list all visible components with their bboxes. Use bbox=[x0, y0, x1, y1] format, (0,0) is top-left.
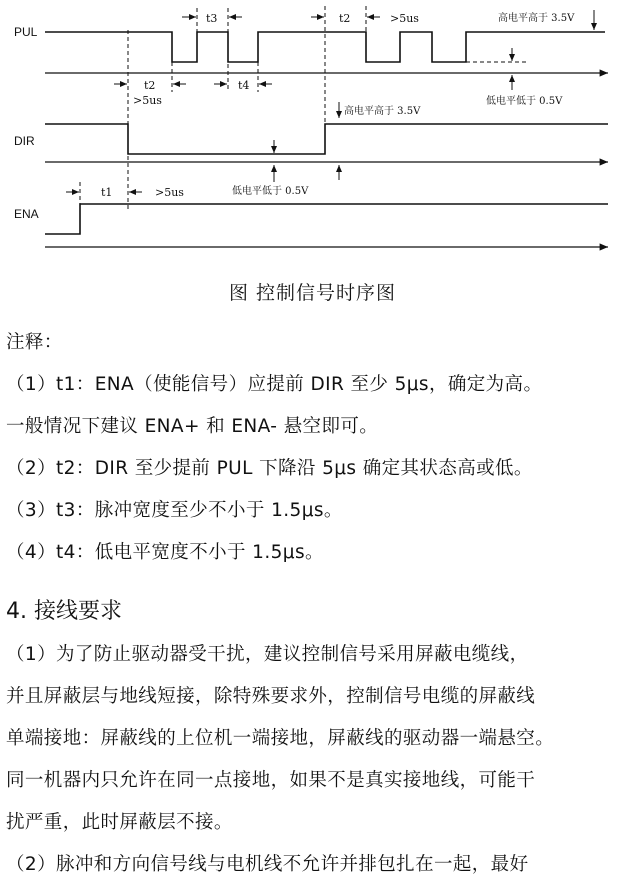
t1-label: t1 bbox=[101, 186, 113, 199]
dir-low-level-note: 低电平低于 0.5V bbox=[232, 186, 309, 197]
dir-label: DIR bbox=[14, 134, 35, 148]
min-interval-label-top: >5us bbox=[390, 12, 419, 25]
t2-label: t2 bbox=[144, 79, 156, 92]
t2-top-label: t2 bbox=[339, 12, 351, 25]
section-line-4: 同一机器内只允许在同一点接地，如果不是真实接地线，可能干 bbox=[6, 770, 536, 791]
section-line-1: （1）为了防止驱动器受干扰，建议控制信号采用屏蔽电缆线， bbox=[6, 644, 529, 665]
ena-label: ENA bbox=[14, 207, 39, 221]
t4-label: t4 bbox=[238, 79, 250, 92]
section-line-2: 并且屏蔽层与地线短接，除特殊要求外，控制信号电缆的屏蔽线 bbox=[6, 686, 536, 707]
t3-label: t3 bbox=[206, 12, 218, 25]
pul-high-level-note: 高电平高于 3.5V bbox=[498, 13, 575, 24]
dir-high-level-note: 高电平高于 3.5V bbox=[344, 106, 421, 117]
ena-waveform bbox=[45, 204, 608, 234]
note-item-1-continued: 一般情况下建议 ENA+ 和 ENA- 悬空即可。 bbox=[6, 416, 379, 437]
reference-lines bbox=[80, 6, 366, 210]
timing-diagram bbox=[0, 0, 625, 265]
dir-waveform bbox=[45, 124, 608, 154]
section-title: 4. 接线要求 bbox=[6, 599, 122, 624]
min-interval-label-t1: >5us bbox=[155, 186, 184, 199]
notes-heading: 注释： bbox=[6, 332, 63, 353]
note-item-4: （4）t4：低电平宽度不小于 1.5μs。 bbox=[6, 542, 324, 563]
section-line-6: （2）脉冲和方向信号线与电机线不允许并排包扎在一起，最好 bbox=[6, 854, 529, 875]
note-item-2: （2）t2：DIR 至少提前 PUL 下降沿 5μs 确定其状态高或低。 bbox=[6, 458, 533, 479]
pul-label: PUL bbox=[14, 25, 38, 39]
section-line-5: 扰严重，此时屏蔽层不接。 bbox=[6, 812, 233, 833]
min-interval-label-t2: >5us bbox=[133, 94, 162, 107]
section-line-3: 单端接地：屏蔽线的上位机一端接地，屏蔽线的驱动器一端悬空。 bbox=[6, 728, 555, 749]
pul-low-level-note: 低电平低于 0.5V bbox=[486, 96, 563, 107]
note-item-1: （1）t1：ENA（使能信号）应提前 DIR 至少 5μs，确定为高。 bbox=[6, 374, 543, 395]
figure-caption: 图 控制信号时序图 bbox=[228, 282, 397, 304]
note-item-3: （3）t3：脉冲宽度至少不小于 1.5μs。 bbox=[6, 500, 343, 521]
